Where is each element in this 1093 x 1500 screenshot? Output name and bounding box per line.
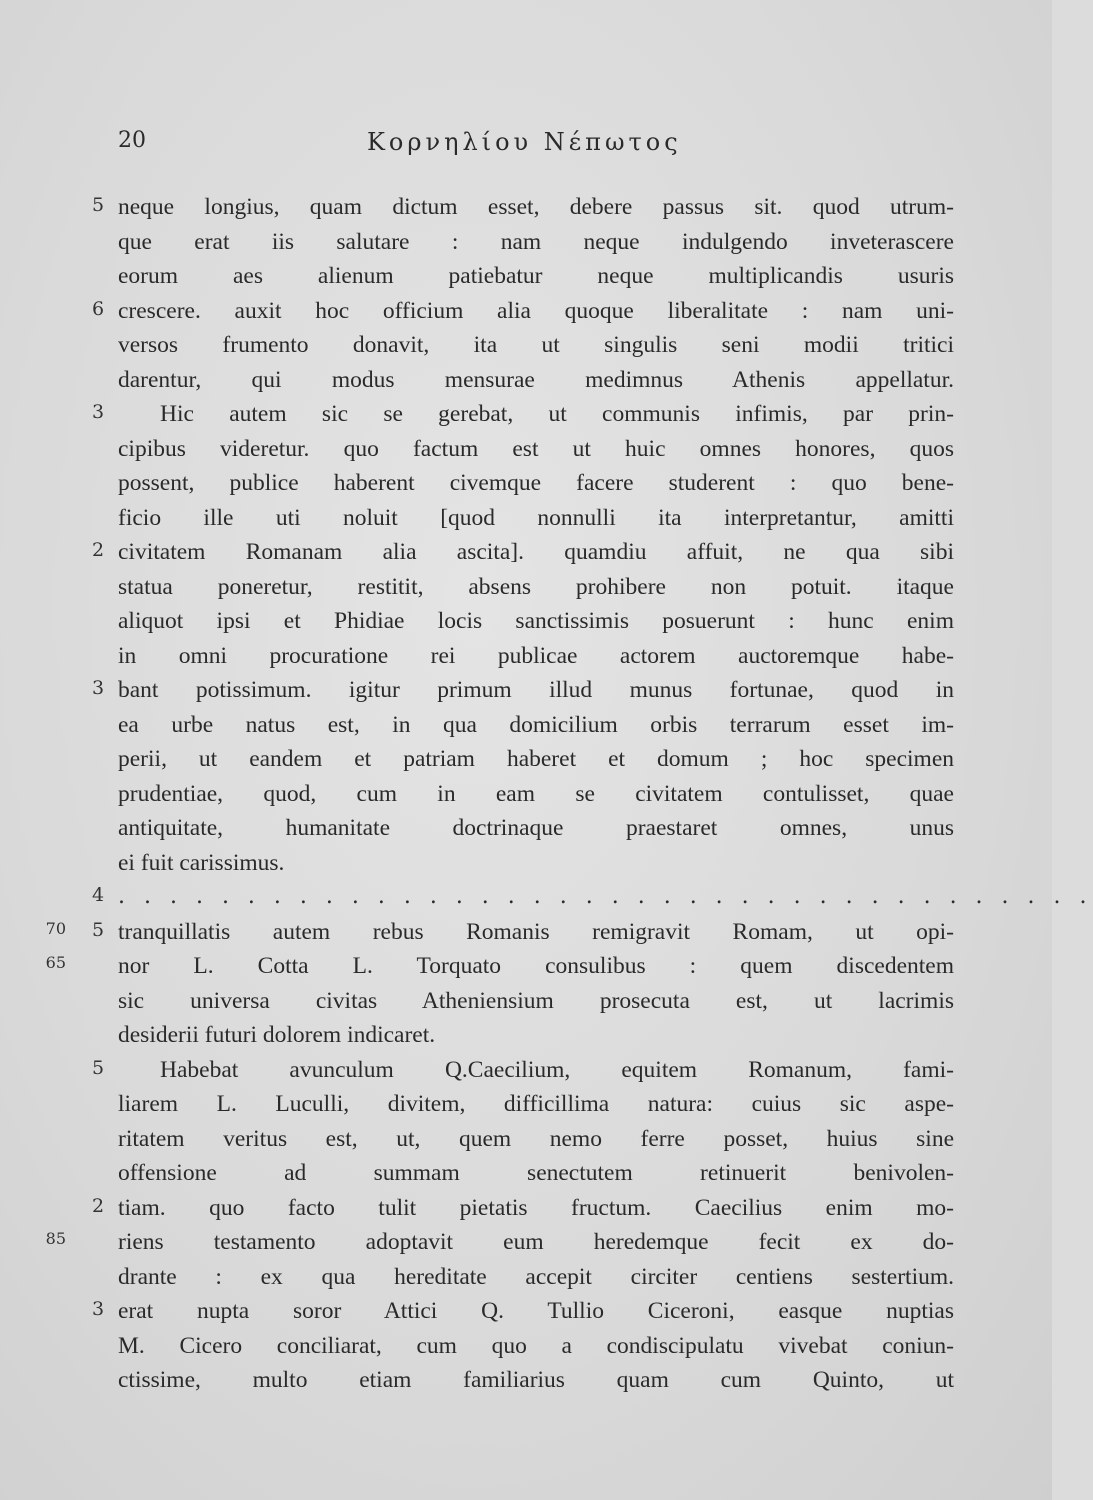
- section-number: 6: [91, 297, 105, 320]
- line-text: que erat iis salutare : nam neque indulgendo inveterascere: [118, 228, 954, 255]
- text-line: [0, 503, 1052, 538]
- line-text: Habebat avunculum Q.Caecilium, equitem Romanum, fami-: [160, 1056, 954, 1083]
- line-text: tiam. quo facto tulit pietatis fructum. Caecilius enim mo-: [118, 1194, 954, 1221]
- text-line: [0, 951, 1052, 986]
- line-text: antiquitate, humanitate doctrinaque praestaret omnes, unus: [118, 815, 954, 841]
- running-head: Κορνηλίου Νέπωτος: [367, 128, 682, 156]
- text-line: [0, 1296, 1052, 1331]
- text-line: [0, 986, 1052, 1021]
- line-text: statua poneretur, restitit, absens prohibere non potuit. itaque: [118, 573, 954, 600]
- line-text: nor L. Cotta L. Torquato consulibus : quem discedentem: [118, 953, 954, 979]
- line-text: riens testamento adoptavit eum heredemque fecit ex do-: [118, 1229, 954, 1255]
- text-line: [0, 1331, 1052, 1366]
- line-text: erat nupta soror Attici Q. Tullio Ciceroni, easque nuptias: [118, 1298, 954, 1324]
- text-line: [0, 330, 1052, 365]
- line-number: 70: [45, 918, 66, 938]
- line-text: possent, publice haberent civemque facere studerent : quo bene-: [118, 470, 954, 496]
- text-line: [0, 399, 1052, 434]
- line-text: Hic autem sic se gerebat, ut communis infimis, par prin-: [160, 401, 954, 427]
- section-number: 5: [91, 918, 105, 941]
- text-line: [0, 537, 1052, 572]
- text-line: [0, 710, 1052, 745]
- line-text: offensione ad summam senectutem retinuerit benivolen-: [118, 1160, 954, 1186]
- text-line: [0, 227, 1052, 262]
- line-text: neque longius, quam dictum esset, debere passus sit. quod utrum-: [118, 194, 954, 220]
- text-line: [0, 675, 1052, 710]
- lacuna-dots: . . . . . . . . . . . . . . . . . . . . . . . . . . . . . . . . . . . . . .: [118, 884, 1093, 909]
- text-line: [0, 1089, 1052, 1124]
- section-number: 4: [91, 884, 105, 906]
- text-line: [0, 744, 1052, 779]
- text-line: [0, 1020, 1052, 1055]
- text-line: [0, 1365, 1052, 1400]
- line-number: 85: [45, 1229, 66, 1248]
- line-text: ctissime, multo etiam familiarius quam cum Quinto, ut: [118, 1367, 954, 1393]
- section-number: 2: [91, 1194, 105, 1217]
- line-text: crescere. auxit hoc officium alia quoque liberalitate : nam uni-: [118, 297, 954, 324]
- text-line: [0, 434, 1052, 469]
- line-text: ficio ille uti noluit [quod nonnulli ita interpretantur, amitti: [118, 504, 954, 531]
- text-line: [0, 1193, 1052, 1228]
- section-number: 5: [91, 1056, 105, 1079]
- section-number: 3: [91, 401, 105, 423]
- line-text: cipibus videretur. quo factum est ut huic omnes honores, quos: [118, 435, 954, 462]
- text-line: [0, 606, 1052, 641]
- text-line: [0, 1262, 1052, 1297]
- line-text: prudentiae, quod, cum in eam se civitatem contulisset, quae: [118, 780, 954, 807]
- section-number: 3: [91, 677, 105, 699]
- text-line: [0, 641, 1052, 676]
- line-text: ritatem veritus est, ut, quem nemo ferre posset, huius sine: [118, 1125, 954, 1152]
- text-line: [0, 296, 1052, 331]
- line-text: eorum aes alienum patiebatur neque multiplicandis usuris: [118, 263, 954, 289]
- text-line: [0, 468, 1052, 503]
- text-line: [0, 1124, 1052, 1159]
- line-number: 65: [45, 953, 66, 972]
- text-line: [0, 261, 1052, 296]
- text-line: [0, 1227, 1052, 1262]
- line-text: bant potissimum. igitur primum illud munus fortunae, quod in: [118, 677, 954, 703]
- line-text: versos frumento donavit, ita ut singulis seni modii tritici: [118, 332, 954, 358]
- text-line: [0, 882, 1093, 917]
- line-text: M. Cicero conciliarat, cum quo a condiscipulatu vivebat coniun-: [118, 1332, 954, 1359]
- line-text: aliquot ipsi et Phidiae locis sanctissimis posuerunt : hunc enim: [118, 608, 954, 634]
- text-line: [0, 365, 1052, 400]
- page-number: 20: [118, 128, 146, 153]
- text-line: [0, 572, 1052, 607]
- text-line: [0, 1158, 1052, 1193]
- line-text: drante : ex qua hereditate accepit circiter centiens sestertium.: [118, 1263, 954, 1290]
- text-line: [0, 917, 1052, 952]
- line-text: tranquillatis autem rebus Romanis remigravit Romam, ut opi-: [118, 918, 954, 945]
- line-text: sic universa civitas Atheniensium prosecuta est, ut lacrimis: [118, 987, 954, 1014]
- line-text: ea urbe natus est, in qua domicilium orbis terrarum esset im-: [118, 711, 954, 738]
- text-line: [0, 192, 1052, 227]
- section-number: 2: [91, 539, 105, 561]
- text-line: [0, 779, 1052, 814]
- body-text: [0, 192, 1093, 1400]
- line-text: desiderii futuri dolorem indicaret.: [118, 1022, 436, 1048]
- line-text: civitatem Romanam alia ascita]. quamdiu affuit, ne qua sibi: [118, 539, 954, 565]
- section-number: 5: [91, 194, 105, 216]
- line-text: ei fuit carissimus.: [118, 849, 285, 876]
- line-text: darentur, qui modus mensurae medimnus Athenis appellatur.: [118, 366, 954, 393]
- text-line: [0, 848, 1052, 883]
- line-text: perii, ut eandem et patriam haberet et domum ; hoc specimen: [118, 746, 954, 772]
- section-number: 3: [91, 1298, 105, 1320]
- text-line: [0, 1055, 1052, 1090]
- page-header: [0, 128, 1052, 158]
- line-text: liarem L. Luculli, divitem, difficillima natura: cuius sic aspe-: [118, 1091, 954, 1117]
- line-text: in omni procuratione rei publicae actorem auctoremque habe-: [118, 642, 954, 669]
- text-line: [0, 813, 1052, 848]
